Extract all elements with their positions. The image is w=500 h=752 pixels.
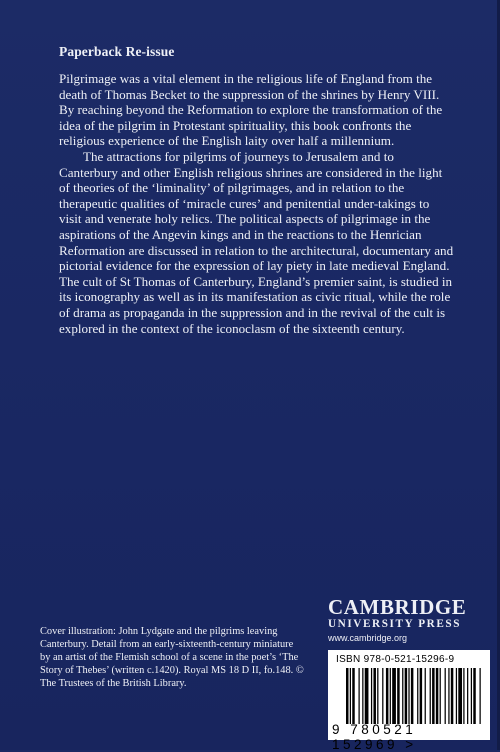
barcode-bar	[420, 668, 423, 724]
publisher-url: www.cambridge.org	[328, 633, 408, 643]
barcode-bar	[458, 668, 462, 724]
barcode-bar	[392, 668, 396, 724]
barcode-bar	[371, 668, 372, 724]
barcode-bar	[402, 668, 403, 724]
barcode-bar	[390, 668, 391, 724]
publisher-name: CAMBRIDGE	[328, 595, 467, 619]
publisher-logo	[328, 596, 478, 644]
reissue-heading: Paperback Re-issue	[59, 44, 175, 59]
barcode-bar	[382, 668, 383, 724]
barcode-bar	[456, 668, 457, 724]
blurb-paragraph-1: Pilgrimage was a vital element in the religious life of England from the death of Thomas Becket to the suppression of the shrines by Henry VIII. By reaching beyond the Reformation to explore the transformation of the idea of the pilgrim in Protestant spirituality, this book confronts the religious experience of the English laity over half a millennium.	[59, 71, 443, 149]
barcode-bar	[480, 668, 481, 724]
barcode-bar	[397, 668, 400, 724]
blurb-paragraph-2: The attractions for pilgrims of journeys to Jerusalem and to Canterbury and other English religious shrines are considered in the light of theories of the ‘liminality’ of pilgrimages, and in relation to the therapeutic qualities of ‘miracle cures’ and penitential under-takings to visit and venerate holy relics. The political aspects of pilgrimage in the aspirations of the Angevin kings and in the reactions to the Henrician Reformation are discussed in relation to the architectural, documentary and pictorial evidence for the expression of lay piety in late medieval England. The cult of St Thomas of Canterbury, England’s premier saint, is studied in its iconography as well as in its manifestation as civic ritual, while the role of drama as propaganda in the suppression and in the revival of the cult is explored in the context of the iconoclasm of the sixteenth century.	[59, 148, 454, 336]
barcode-bar	[448, 668, 449, 724]
barcode-bar	[352, 668, 355, 724]
barcode-bar	[473, 668, 476, 724]
barcode-bar	[440, 668, 441, 724]
barcode-bar	[377, 668, 378, 724]
barcode-bar	[430, 668, 431, 724]
barcode-bar	[408, 668, 409, 724]
barcode-bar	[445, 668, 446, 724]
barcode-panel	[328, 650, 490, 752]
barcode-bar	[463, 668, 464, 724]
barcode-icon	[346, 668, 482, 724]
barcode-bar	[432, 668, 435, 724]
barcode-bar	[386, 668, 389, 724]
barcode-bar	[451, 668, 454, 724]
publisher-subtitle: UNIVERSITY PRESS	[328, 618, 462, 630]
barcode-bar	[373, 668, 376, 724]
blurb-text	[59, 71, 454, 336]
isbn-label: ISBN 978-0-521-15296-9	[336, 654, 455, 665]
barcode-bar	[425, 668, 426, 724]
barcode-bar	[436, 668, 439, 724]
cover-illustration-caption: Cover illustration: John Lydgate and the pilgrims leaving Canterbury. Detail from an early-sixteenth-century miniature by an artist of the Flemish school of a scene in the poet’s ‘The Story of Thebes’ (written c.1420). Royal MS 18 D II, fo.148. © The Trustees of the British Library.	[40, 626, 304, 689]
barcode-bar	[350, 668, 351, 724]
barcode-bar	[346, 668, 349, 724]
barcode-bar	[417, 668, 418, 724]
barcode-bar	[405, 668, 408, 724]
barcode-bar	[411, 668, 414, 724]
barcode-bar	[362, 668, 363, 724]
ean-digits: 9 780521 152969 >	[332, 722, 417, 752]
barcode-bar	[365, 668, 369, 724]
barcode-bar	[358, 668, 359, 724]
barcode-bar	[471, 668, 472, 724]
barcode-bar	[467, 668, 468, 724]
